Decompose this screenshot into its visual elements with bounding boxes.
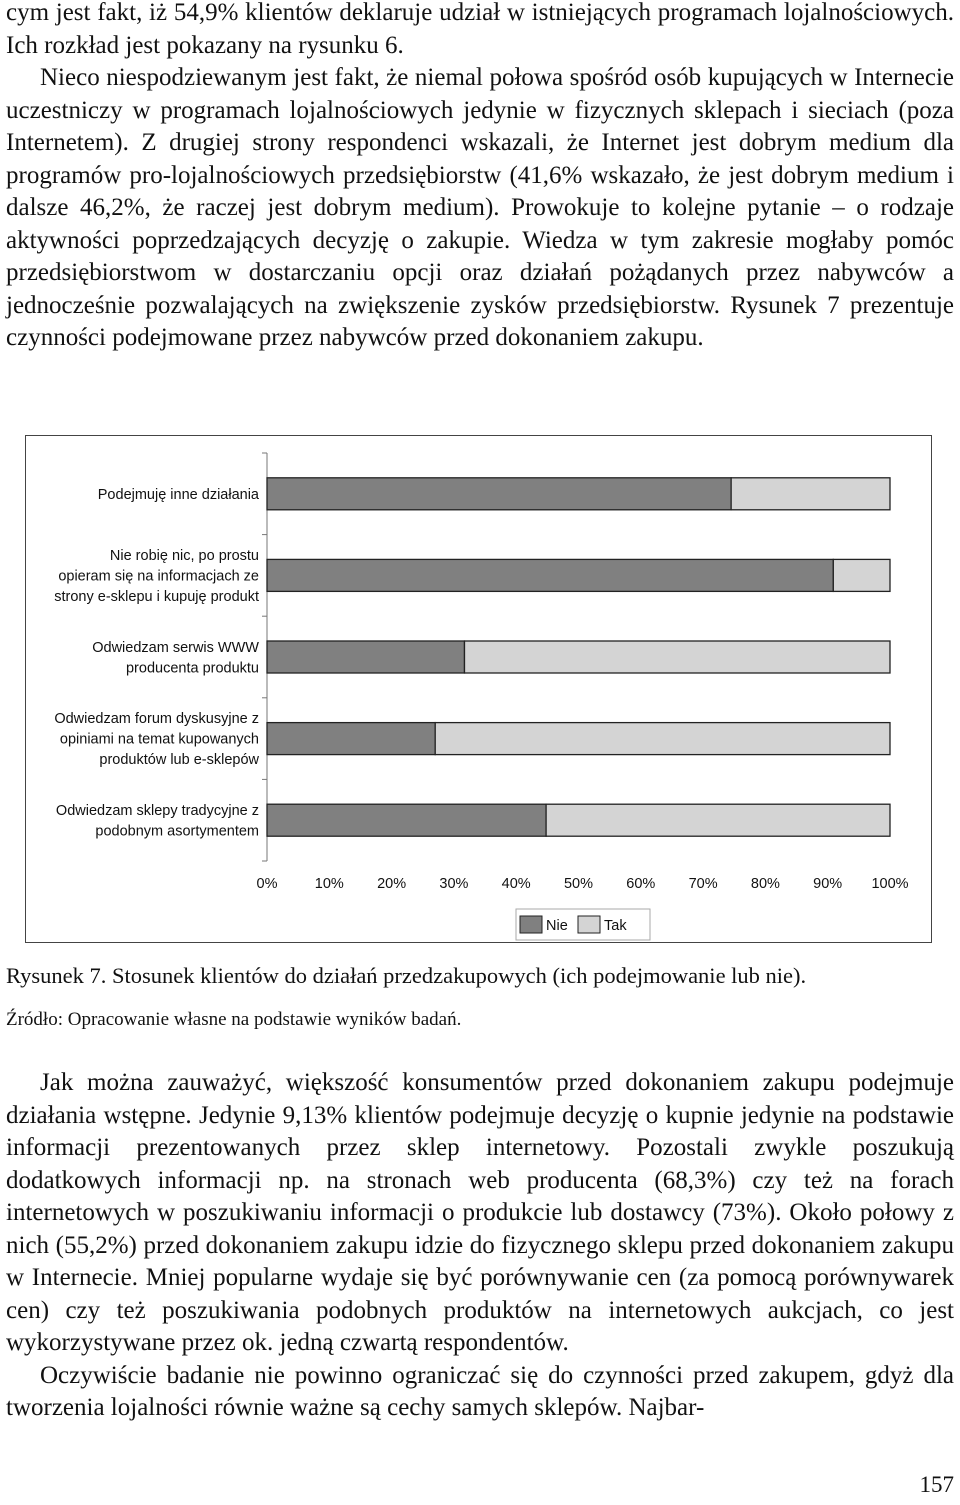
bar-tak [464, 641, 890, 673]
stacked-bar-chart [26, 436, 931, 942]
bar-nie [267, 559, 833, 591]
x-tick-label: 100% [871, 876, 909, 892]
paragraph: cym jest fakt, iż 54,9% klientów deklaruje udział w istniejących programach lojalnościowych. Ich rozkład jest pokazany na rysunku 6. [6, 0, 954, 59]
category-label: strony e-sklepu i kupuję produkt [54, 588, 259, 605]
category-label: produktów lub e-sklepów [99, 752, 259, 769]
x-tick-label: 0% [256, 876, 278, 892]
x-tick-label: 20% [377, 876, 407, 892]
bar-nie [267, 804, 546, 836]
figure-7-chart [25, 435, 932, 943]
figure-caption: Rysunek 7. Stosunek klientów do działań przedzakupowych (ich podejmowanie lub nie). [6, 963, 807, 988]
x-tick-label: 40% [501, 876, 531, 892]
category-label: Odwiedzam sklepy tradycyjne z [55, 802, 259, 819]
legend-label: Nie [546, 918, 568, 934]
bar-nie [267, 723, 435, 755]
category-label: podobnym asortymentem [95, 823, 259, 840]
figure-source: Źródło: Opracowanie własne na podstawie wyników badań. [6, 1009, 462, 1030]
x-tick-label: 80% [750, 876, 780, 892]
legend-label: Tak [604, 918, 627, 934]
category-label: producenta produktu [125, 660, 259, 677]
bar-nie [267, 641, 464, 673]
paragraph: Oczywiście badanie nie powinno ograniczać się do czynności przed zakupem, gdyż dla tworzenia lojalności równie ważne są cechy samych sklepów. Najbar- [6, 1361, 954, 1421]
legend-swatch-tak [578, 916, 600, 933]
x-tick-label: 70% [688, 876, 718, 892]
x-tick-label: 60% [626, 876, 656, 892]
category-label: Odwiedzam serwis WWW [92, 639, 259, 656]
bar-tak [435, 723, 890, 755]
category-label: opiniami na temat kupowanych [59, 731, 259, 748]
x-tick-label: 30% [439, 876, 469, 892]
category-label: Nie robię nic, po prostu [109, 547, 259, 564]
body-text-bottom [6, 1067, 954, 1425]
bar-tak [833, 559, 890, 591]
category-label: Podejmuję inne działania [97, 486, 259, 503]
bar-nie [267, 478, 731, 510]
x-tick-label: 90% [813, 876, 843, 892]
page-number: 157 [919, 1472, 954, 1497]
bar-tak [546, 804, 890, 836]
category-label: Odwiedzam forum dyskusyjne z [54, 711, 259, 728]
x-tick-label: 50% [563, 876, 594, 892]
paragraph: Jak można zauważyć, większość konsumentów przed dokonaniem zakupu podejmuje działania wstępne. Jedynie 9,13% klientów podejmuje decyzję o kupnie jedynie na podstawie informacji prezentowanych przez sklep internetowy. Pozostali zwykle poszukują dodatkowych informacji np. na stronach web producenta (68,3%) czy też na forach internetowych w poszukiwaniu informacji o produkcie lub dostawcy (73%). Około połowy z nich (55,2%) przed dokonaniem zakupu idzie do fizycznego sklepu przed dokonaniem zakupu w Internecie. Mniej popularne wydaje się być porównywanie cen (za pomocą porównywarek cen) czy też poszukiwania podobnych produktów na internetowych aukcjach, co jest wykorzystywane przez ok. jedną czwartą respondentów. [6, 1069, 954, 1356]
x-tick-label: 10% [314, 876, 344, 892]
paragraph: Nieco niespodziewanym jest fakt, że niemal połowa spośród osób kupujących w Internecie uczestniczy w programach lojalnościowych jedynie w fizycznych sklepach i sieciach (poza Internetem). Z drugiej strony respondenci wskazali, że Internet jest dobrym medium dla programów pro-lojalnościowych przedsiębiorstw (41,6% wskazało, że jest dobrym medium i dalsze 46,2%, że raczej jest dobrym medium). Prowokuje to kolejne pytanie – o rodzaje aktywności poprzedzających decyzję o zakupie. Wiedza w tym zakresie mogłaby pomóc przedsiębiorstwom w dostarczaniu opcji oraz działań pożądanych przez nabywców a jednocześnie pozwalających na zwiększenie zysków przedsiębiorstw. Rysunek 7 prezentuje czynności podejmowane przez nabywców przed dokonaniem zakupu. [6, 64, 954, 351]
legend-swatch-nie [520, 916, 542, 933]
bar-tak [731, 478, 890, 510]
category-label: opieram się na informacjach ze [58, 568, 259, 585]
body-text-top [6, 0, 954, 355]
